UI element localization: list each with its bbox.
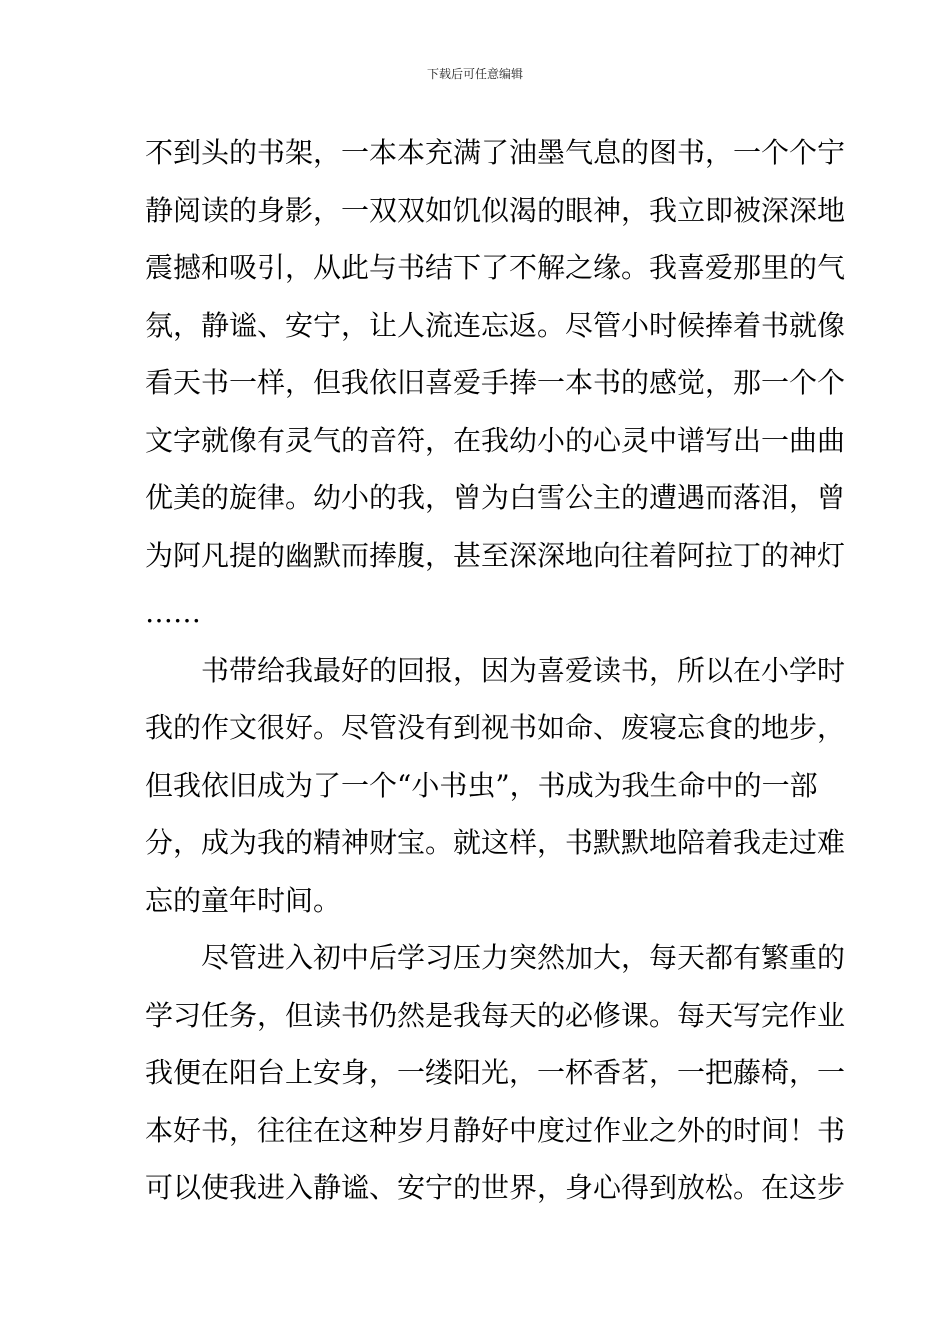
text-line: 学习任务，但读书仍然是我每天的必修课。每天写完作业 xyxy=(145,998,846,1032)
paragraph-2 xyxy=(145,642,846,930)
paragraph-1 xyxy=(145,124,846,642)
document-body xyxy=(145,124,846,1217)
text-line: 优美的旋律。幼小的我，曾为白雪公主的遭遇而落泪，曾 xyxy=(145,481,846,514)
text-line: 文字就像有灵气的音符，在我幼小的心灵中谱写出一曲曲 xyxy=(145,423,846,457)
text-line: 我便在阳台上安身，一缕阳光，一杯香茗，一把藤椅，一 xyxy=(145,1056,846,1089)
text-line: 本好书，往往在这种岁月静好中度过作业之外的时间！书 xyxy=(145,1113,846,1147)
text-line: 但我依旧成为了一个“小书虫”，书成为我生命中的一部 xyxy=(145,768,818,802)
text-line: 尽管进入初中后学习压力突然加大，每天都有繁重的 xyxy=(201,941,846,974)
page-header: 下载后可任意编辑 xyxy=(426,67,523,81)
text-line: 我的作文很好。尽管没有到视书如命、废寝忘食的地步， xyxy=(145,711,846,744)
text-line: 忘的童年时间。 xyxy=(145,883,342,917)
text-line: …… xyxy=(145,596,201,629)
text-line: 书带给我最好的回报，因为喜爱读书，所以在小学时 xyxy=(201,653,846,687)
text-line: 为阿凡提的幽默而捧腹，甚至深深地向往着阿拉丁的神灯 xyxy=(145,538,846,572)
text-line: 氛，静谧、安宁，让人流连忘返。尽管小时候捧着书就像 xyxy=(145,308,846,342)
text-line: 看天书一样，但我依旧喜爱手捧一本书的感觉，那一个个 xyxy=(145,366,846,399)
text-line: 震撼和吸引，从此与书结下了不解之缘。我喜爱那里的气 xyxy=(145,251,846,284)
text-line: 可以使我进入静谧、安宁的世界，身心得到放松。在这步 xyxy=(145,1171,846,1204)
paragraph-3 xyxy=(145,929,846,1217)
text-line: 不到头的书架，一本本充满了油墨气息的图书，一个个宁 xyxy=(145,136,846,169)
text-line: 静阅读的身影，一双双如饥似渴的眼神，我立即被深深地 xyxy=(145,193,846,227)
text-line: 分，成为我的精神财宝。就这样，书默默地陪着我走过难 xyxy=(145,826,846,859)
